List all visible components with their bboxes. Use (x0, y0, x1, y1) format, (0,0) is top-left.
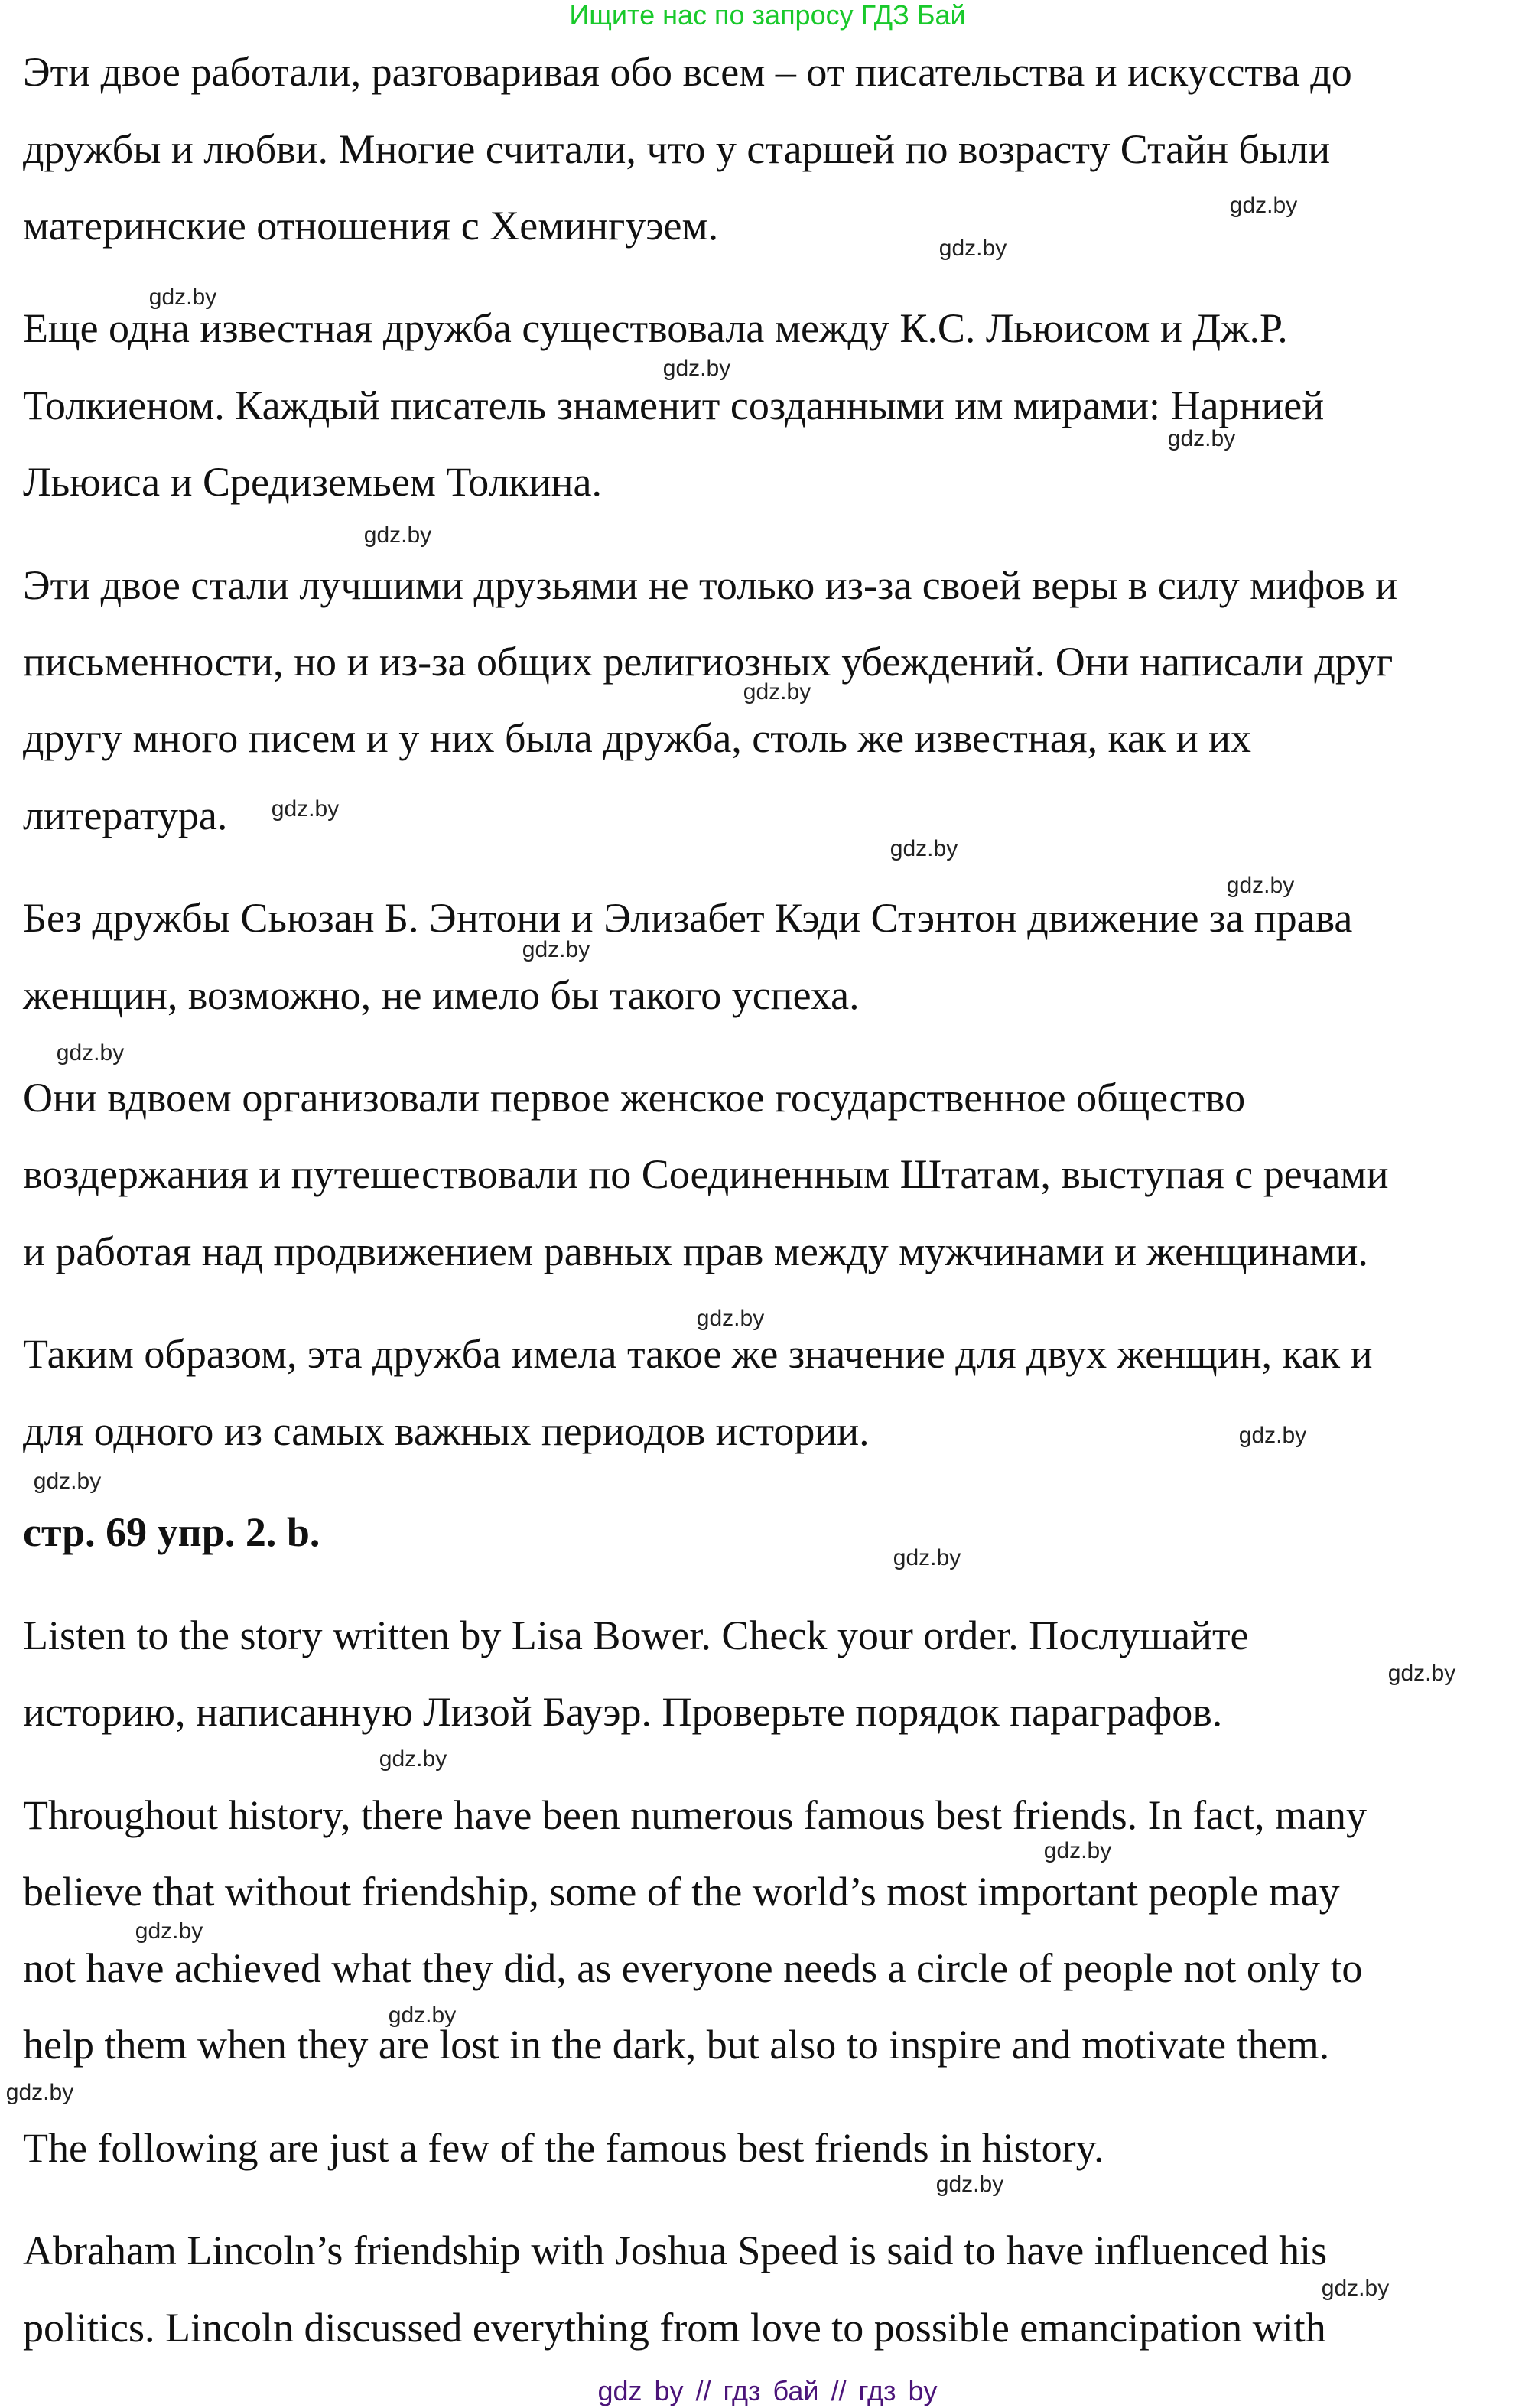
text-line: Толкиеном. Каждый писатель знаменит созданными им мирами: Нарнией (23, 382, 1325, 428)
watermark-label: gdz.by (522, 937, 590, 962)
watermark-label: gdz.by (696, 1306, 765, 1331)
watermark-label: gdz.by (363, 522, 432, 548)
watermark-label: gdz.by (1321, 2276, 1390, 2301)
watermark-label: gdz.by (1226, 873, 1295, 898)
watermark-label: gdz.by (135, 1918, 203, 1944)
text-line: письменности, но и из-за общих религиозных убеждений. Они написали друг (23, 639, 1394, 685)
watermark-label: gdz.by (33, 1469, 102, 1494)
watermark-label: gdz.by (379, 1746, 447, 1772)
text-line: Льюиса и Средиземьем Толкина. (23, 459, 603, 505)
watermark-label: gdz.by (388, 2003, 457, 2028)
text-line: not have achieved what they did, as everyone needs a circle of people not only to (23, 1945, 1363, 1991)
exercise-heading: стр. 69 упр. 2. b. (23, 1509, 320, 1555)
text-line: и работая над продвижением равных прав между мужчинами и женщинами. (23, 1228, 1368, 1274)
text-line: Без дружбы Сьюзан Б. Энтони и Элизабет Кэди Стэнтон движение за права (23, 895, 1353, 941)
text-line: другу много писем и у них была дружба, столь же известная, как и их (23, 715, 1251, 761)
text-line: материнские отношения с Хемингуэем. (23, 203, 719, 249)
watermark-label: gdz.by (662, 356, 731, 381)
watermark-label: gdz.by (893, 1545, 961, 1570)
watermark-label: gdz.by (1238, 1423, 1307, 1448)
watermark-label: gdz.by (889, 836, 958, 861)
text-line: Еще одна известная дружба существовала между К.С. Льюисом и Дж.Р. (23, 305, 1288, 351)
text-line: историю, написанную Лизой Бауэр. Проверьте порядок параграфов. (23, 1689, 1223, 1735)
watermark-label: gdz.by (56, 1040, 125, 1066)
text-line: Throughout history, there have been numerous famous best friends. In fact, many (23, 1792, 1368, 1838)
watermark-label: gdz.by (1229, 193, 1298, 218)
text-line: Listen to the story written by Lisa Bower. Check your order. Послушайте (23, 1612, 1249, 1658)
text-line: воздержания и путешествовали по Соединенным Штатам, выступая с речами (23, 1151, 1389, 1197)
text-line: Эти двое стали лучшими друзьями не только из-за своей веры в силу мифов и (23, 562, 1398, 608)
text-line: для одного из самых важных периодов истории. (23, 1408, 870, 1454)
watermark-label: gdz.by (1167, 426, 1236, 451)
text-line: литература. (23, 792, 228, 838)
text-line: женщин, возможно, не имело бы такого успеха. (23, 972, 860, 1018)
watermark-label: gdz.by (5, 2080, 74, 2105)
text-line: Они вдвоем организовали первое женское государственное общество (23, 1075, 1246, 1121)
text-line: Таким образом, эта дружба имела такое же значение для двух женщин, как и (23, 1331, 1373, 1377)
text-line: Эти двое работали, разговаривая обо всем – от писательства и искусства до (23, 49, 1352, 95)
watermark-label: gdz.by (743, 679, 811, 705)
text-line: help them when they are lost in the dark, but also to inspire and motivate them. (23, 2022, 1330, 2068)
watermark-label: gdz.by (271, 796, 340, 822)
text-line: believe that without friendship, some of the world’s most important people may (23, 1869, 1340, 1915)
search-hint-banner: Ищите нас по запросу ГДЗ Бай (569, 0, 966, 31)
text-line: politics. Lincoln discussed everything from love to possible emancipation with (23, 2305, 1326, 2351)
text-line: The following are just a few of the famous best friends in history. (23, 2125, 1104, 2171)
watermark-label: gdz.by (935, 2172, 1004, 2197)
watermark-label: gdz.by (1387, 1661, 1456, 1686)
footer-watermark: gdz by // гдз бай // гдз by (597, 2375, 938, 2406)
watermark-label: gdz.by (1043, 1838, 1112, 1863)
text-line: Abraham Lincoln’s friendship with Joshua Speed is said to have influenced his (23, 2227, 1328, 2273)
text-line: дружбы и любви. Многие считали, что у старшей по возрасту Стайн были (23, 126, 1331, 172)
watermark-label: gdz.by (938, 236, 1007, 261)
watermark-label: gdz.by (148, 285, 217, 310)
